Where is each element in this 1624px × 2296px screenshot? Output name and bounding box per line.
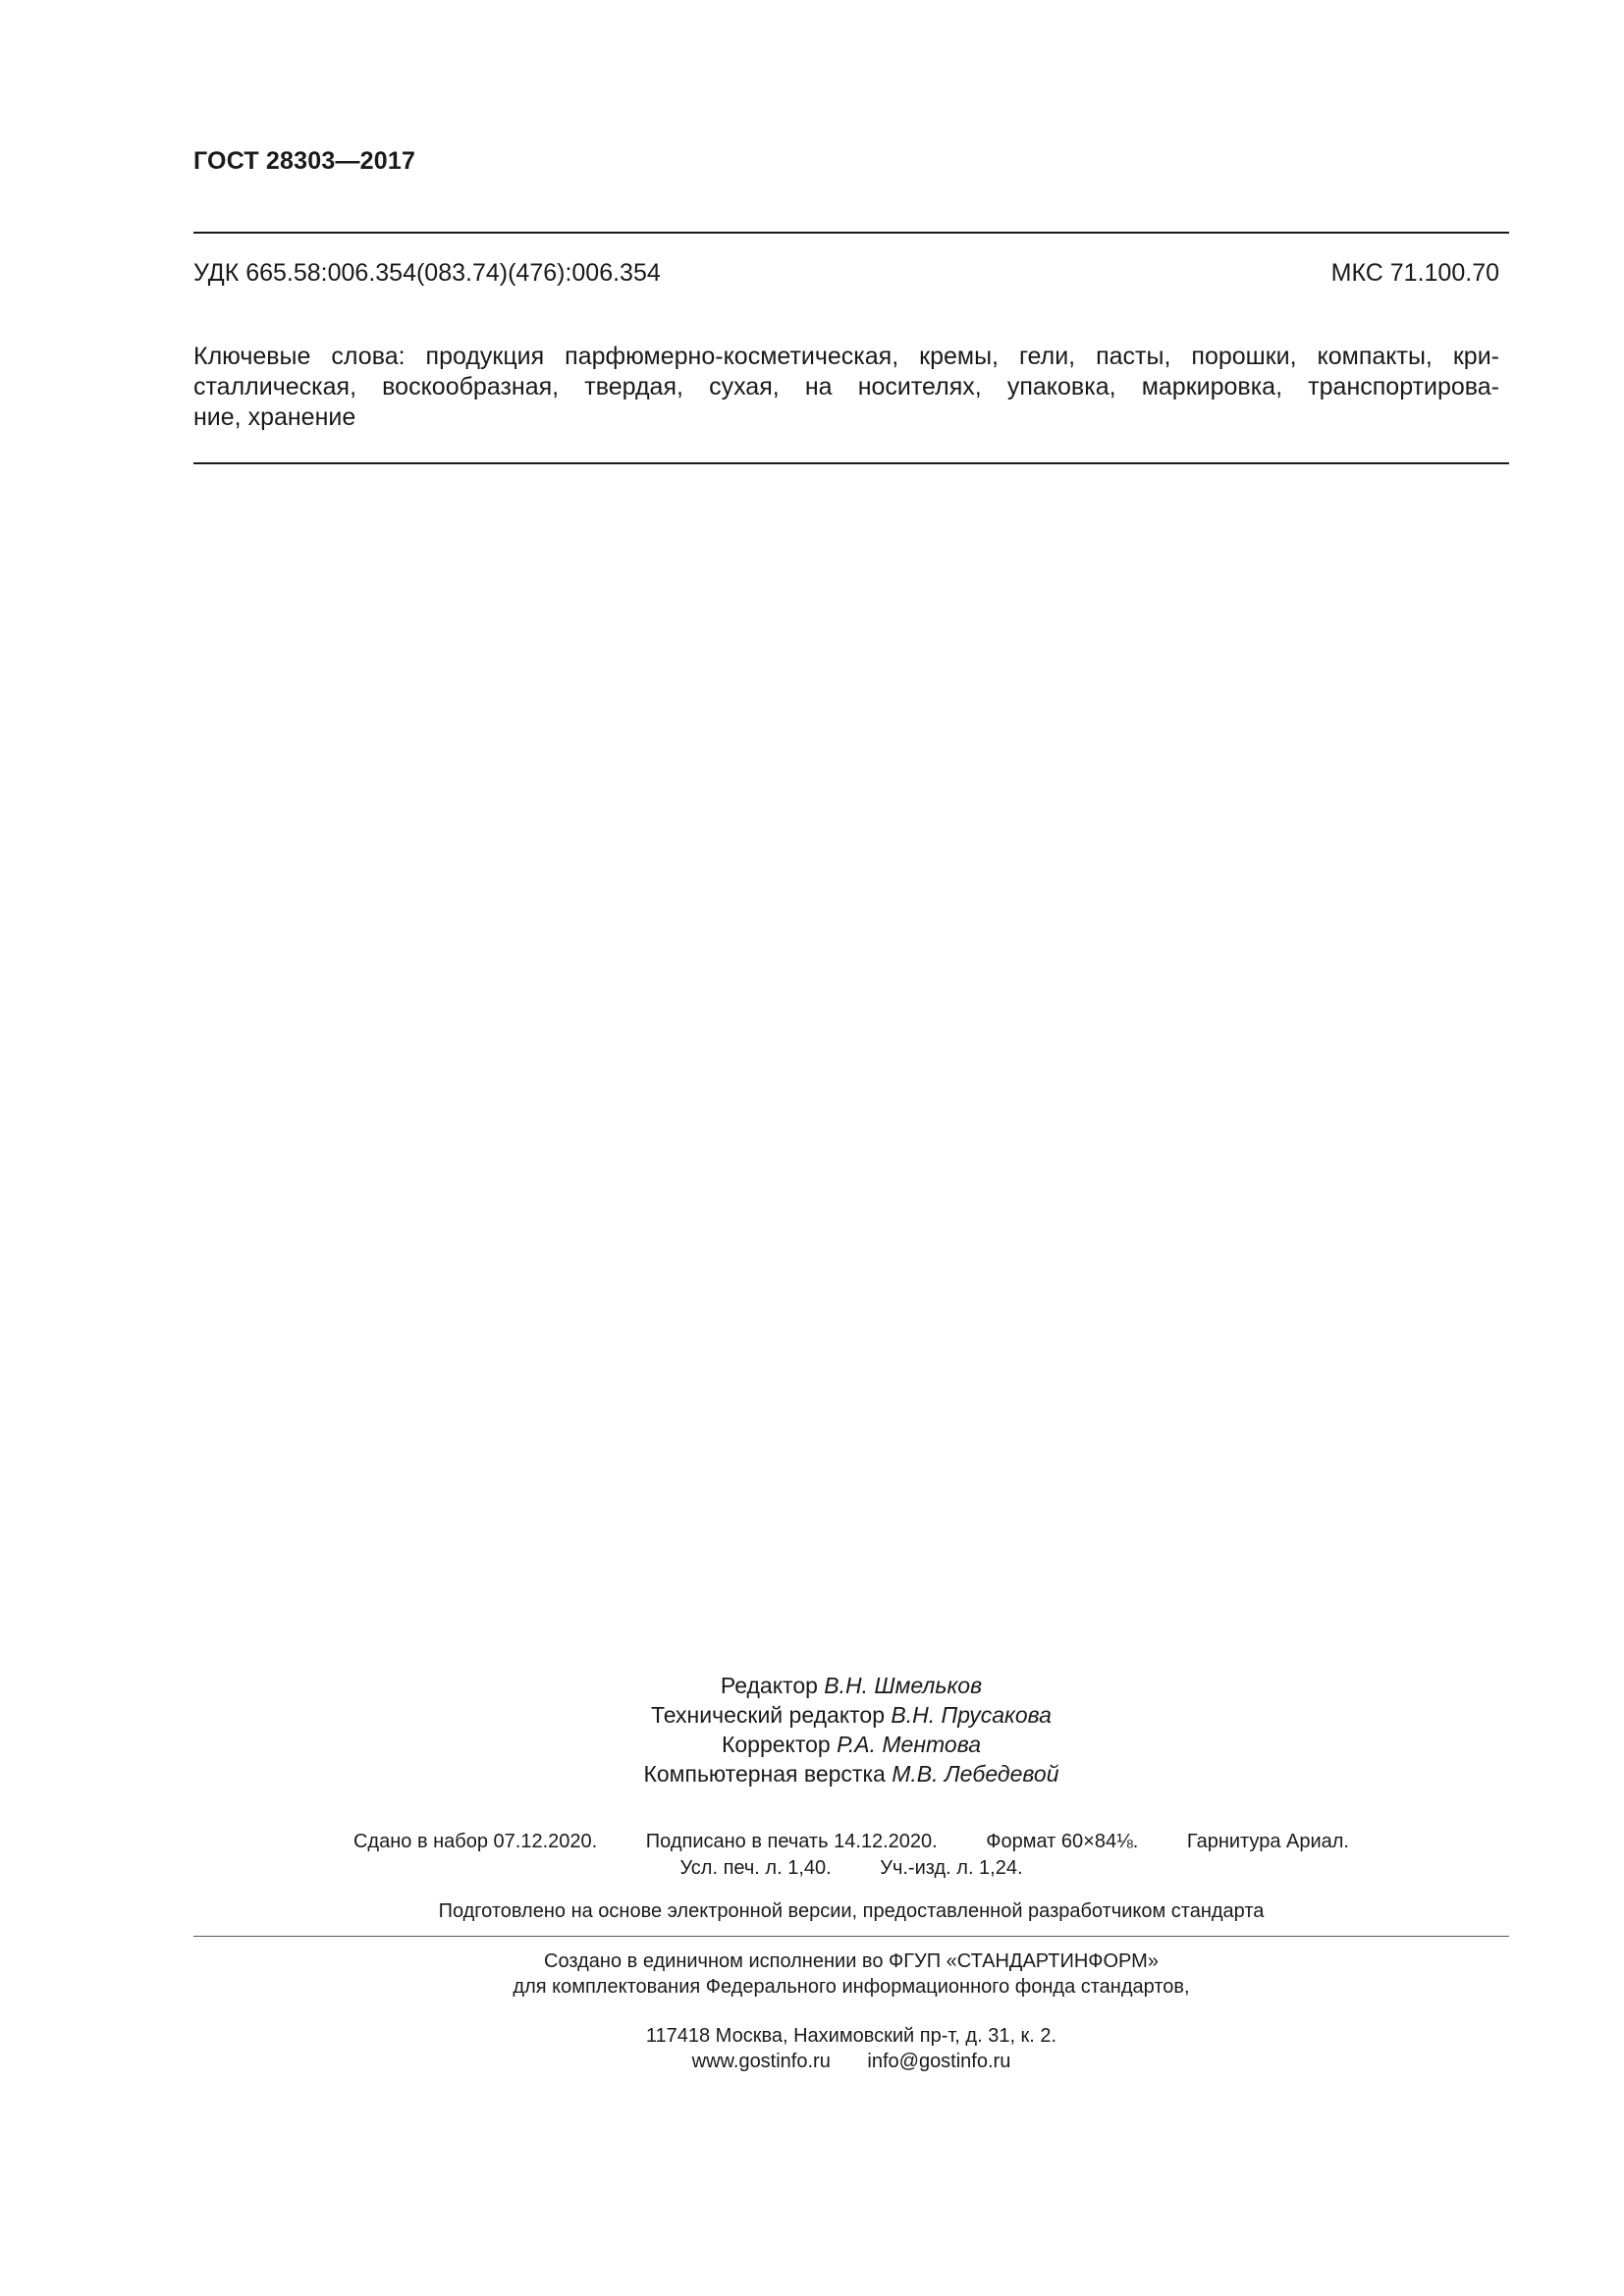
layout-label: Компьютерная верстка — [643, 1761, 886, 1787]
submitted-date: Сдано в набор 07.12.2020. — [352, 1831, 598, 1852]
address-block — [0, 2023, 1624, 2074]
classification-row — [193, 259, 1499, 288]
tech-editor-name: В.Н. Прусакова — [891, 1702, 1052, 1728]
contacts-line — [0, 2049, 1624, 2074]
layout-name: М.В. Лебедевой — [892, 1761, 1059, 1787]
corrector-name: Р.А. Ментова — [837, 1732, 981, 1757]
tech-editor-line — [0, 1700, 1624, 1730]
print-info-line-1 — [0, 1829, 1624, 1855]
corrector-label: Корректор — [721, 1732, 831, 1757]
print-info-block — [0, 1829, 1624, 1882]
email-link[interactable]: info@gostinfo.ru — [867, 2051, 1011, 2072]
street-address: 117418 Москва, Нахимовский пр-т, д. 31, к. 2. — [645, 2025, 1057, 2047]
print-sheets: Усл. печ. л. 1,40. — [679, 1857, 832, 1879]
prepared-note: Подготовлено на основе электронной версии, предоставленной разработчиком стандарта — [438, 1900, 1265, 1922]
typeface: Гарнитура Ариал. — [1186, 1831, 1349, 1852]
keywords-line-1: Ключевые слова: продукция парфюмерно-косметическая, кремы, гели, пасты, порошки, компакты, кри- — [193, 343, 1499, 370]
publication-sheets: Уч.-изд. л. 1,24. — [880, 1857, 1023, 1879]
tech-editor-label: Технический редактор — [651, 1702, 886, 1728]
keywords-divider — [193, 462, 1509, 464]
corrector-line — [0, 1730, 1624, 1759]
publisher-line-1: Создано в единичном исполнении во ФГУП «СТАНДАРТИНФОРМ» — [544, 1950, 1159, 1972]
print-info-line-2 — [0, 1855, 1624, 1882]
signed-date: Подписано в печать 14.12.2020. — [645, 1831, 938, 1852]
editor-label: Редактор — [720, 1673, 818, 1698]
credits-block — [0, 1671, 1624, 1789]
keywords-paragraph — [193, 342, 1499, 433]
standard-id-header: ГОСТ 28303—2017 — [193, 147, 416, 175]
udk-code: УДК 665.58:006.354(083.74)(476):006.354 — [193, 259, 661, 287]
layout-line — [0, 1759, 1624, 1789]
paper-format: Формат 60×84⅛. — [986, 1831, 1139, 1852]
publisher-line-2: для комплектования Федерального информационного фонда стандартов, — [513, 1976, 1190, 1998]
keywords-line-3: ние, хранение — [193, 403, 356, 431]
publisher-block — [0, 1949, 1624, 2000]
keywords-line-2: сталлическая, воскообразная, твердая, сухая, на носителях, упаковка, маркировка, транспортирова- — [193, 373, 1499, 400]
top-divider — [193, 232, 1509, 234]
website-link[interactable]: www.gostinfo.ru — [691, 2051, 831, 2072]
editor-name: В.Н. Шмельков — [824, 1673, 983, 1698]
editor-line — [0, 1671, 1624, 1700]
mks-code: МКС 71.100.70 — [1330, 259, 1499, 287]
footer-divider — [193, 1936, 1509, 1937]
